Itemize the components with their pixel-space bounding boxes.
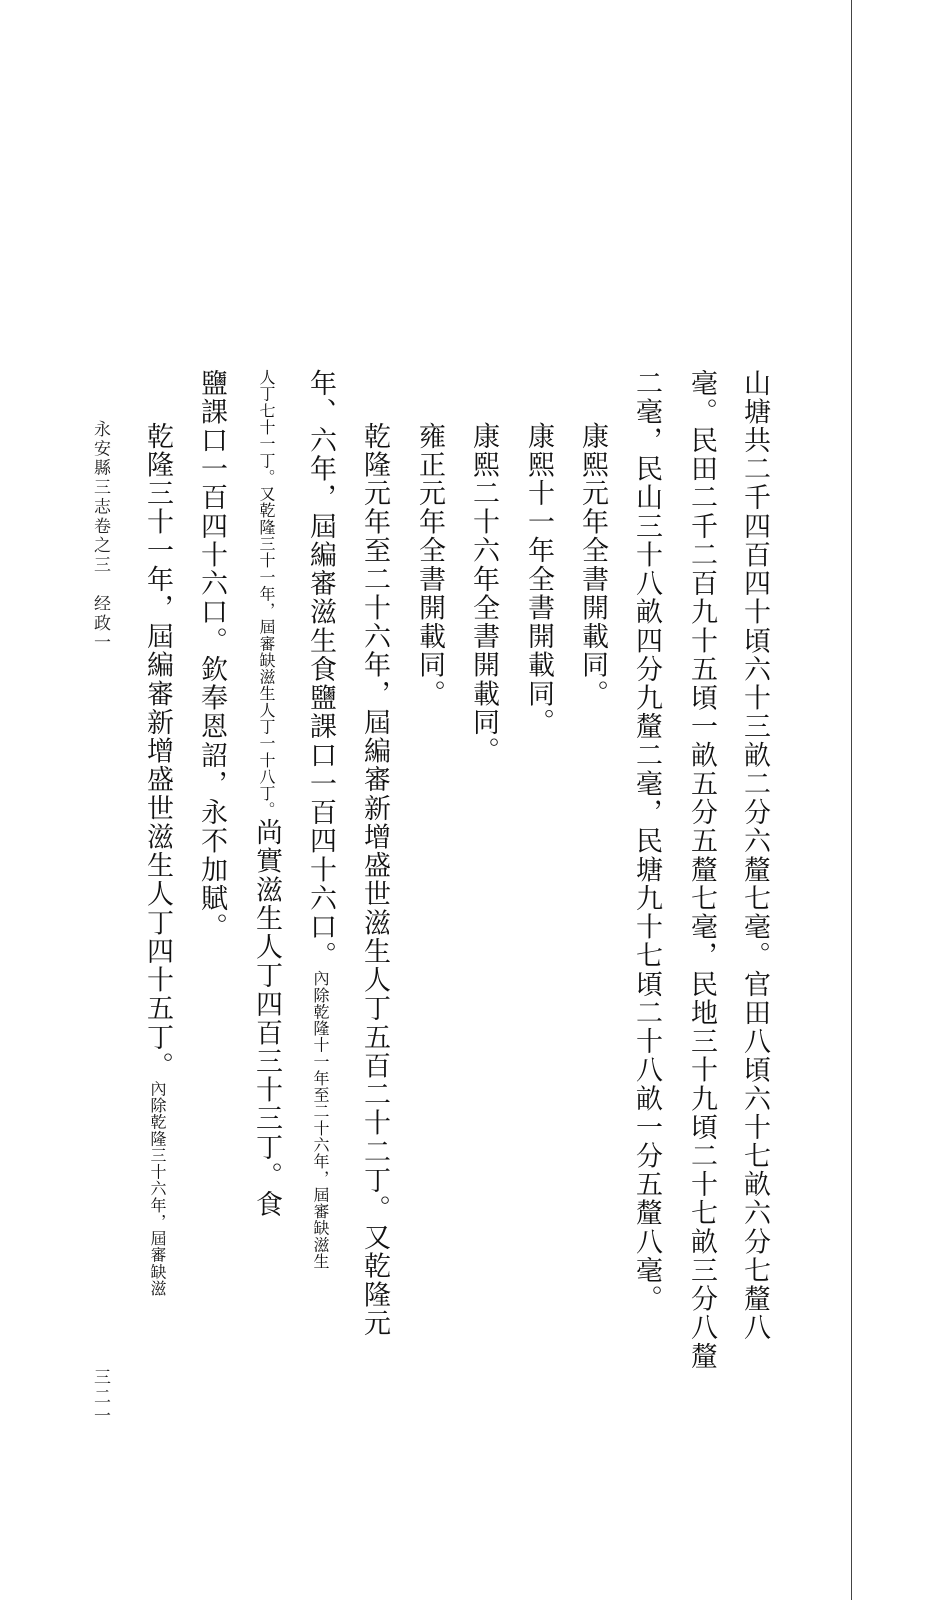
text-column-body: 鹽課口一百四十六口。欽奉恩詔，永不加賦。 <box>196 369 227 942</box>
page-number: 三二一 <box>90 1368 110 1427</box>
text-column <box>138 422 176 1297</box>
text-column <box>464 422 502 765</box>
text-column-body: 乾隆元年至二十六年，屆編審新增盛世滋生人丁五百二十二丁。又乾隆元 <box>359 422 390 1338</box>
text-column-body: 康熙元年全書開載同。 <box>577 422 608 709</box>
text-column <box>735 369 773 1342</box>
text-column-body: 乾隆三十一年，屆編審新增盛世滋生人丁四十五丁。 <box>142 422 173 1081</box>
text-column-body: 康熙二十六年全書開載同。 <box>468 422 499 766</box>
interlinear-note: 內除乾隆十一年至二十六年，屆審缺滋生 <box>311 970 330 1270</box>
text-column-body: 毫。民田二千二百九十五頃一畝五分五釐七毫，民地三十九頃二十七畝三分八釐 <box>686 369 717 1371</box>
text-column <box>301 369 339 1270</box>
text-column <box>519 422 557 737</box>
interlinear-note: 人丁七十一丁。又乾隆三十一年，屆審缺滋生人丁一十八丁。 <box>257 369 276 819</box>
text-column-body: 二毫，民山三十八畝四分九釐二毫，民塘九十七頃二十八畝一分五釐八毫。 <box>631 369 662 1314</box>
running-title: 永安縣三志卷之三 经政一 <box>90 420 110 653</box>
text-column-body: 山塘共二千四百四十頃六十三畝二分六釐七毫。官田八頃六十七畝六分七釐八 <box>739 369 770 1343</box>
text-column <box>627 369 665 1313</box>
text-column <box>192 369 230 941</box>
text-column-body: 雍正元年全書開載同。 <box>414 422 445 709</box>
text-column-body: 康熙十一年全書開載同。 <box>523 422 554 737</box>
text-column <box>682 369 720 1371</box>
text-column <box>355 422 393 1338</box>
interlinear-note: 內除乾隆三十六年，屆審缺滋 <box>148 1080 167 1297</box>
text-column-body: 年、六年，屆編審滋生食鹽課口一百四十六口。 <box>305 369 336 971</box>
text-column <box>573 422 611 708</box>
text-column <box>410 422 448 708</box>
text-column-body: 尚實滋生人丁四百三十三丁。食 <box>251 818 282 1219</box>
text-column <box>247 369 285 1219</box>
